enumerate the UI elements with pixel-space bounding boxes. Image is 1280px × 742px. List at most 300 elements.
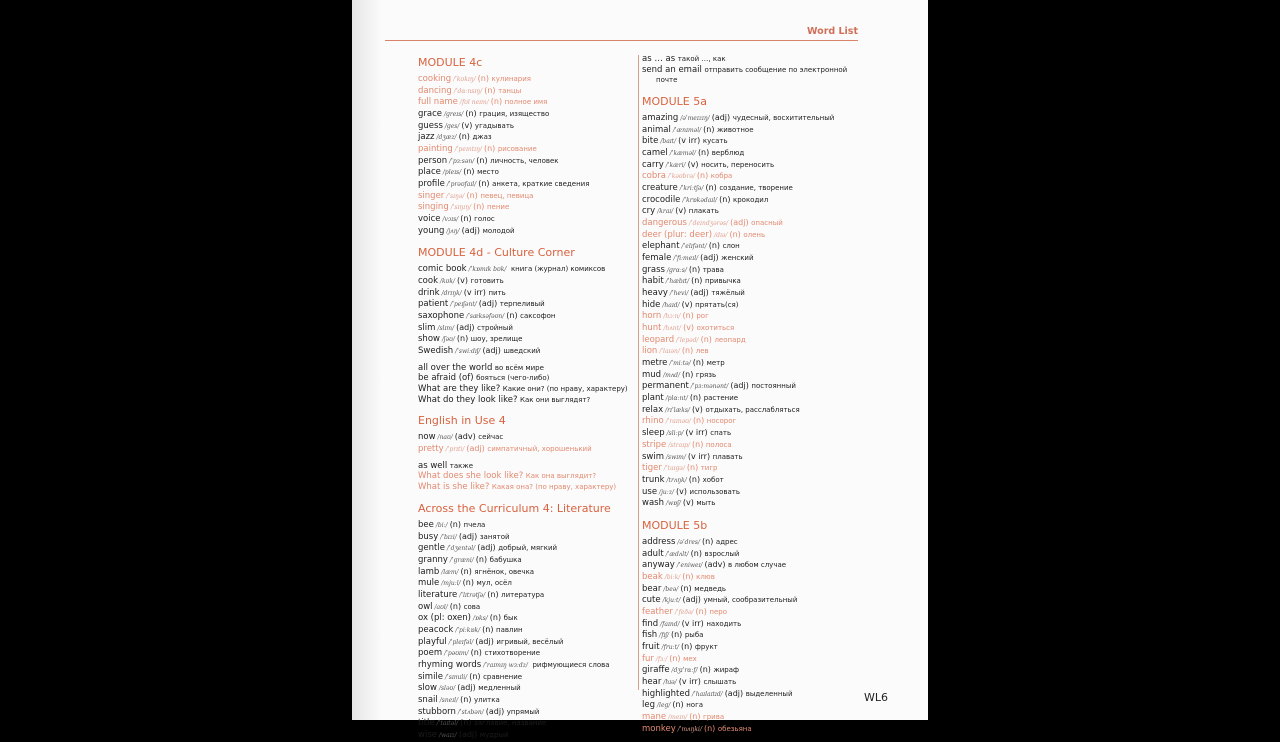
- entry-part-of-speech: (n): [476, 155, 488, 165]
- entry-word: cobra: [642, 171, 666, 182]
- entry-translation: рыба: [684, 631, 704, 640]
- word-entry: [418, 648, 643, 660]
- entry-part-of-speech: (n): [477, 74, 489, 83]
- entry-word: show: [418, 334, 440, 345]
- entry-translation: плакать: [688, 207, 719, 216]
- entry-word: rhino: [642, 416, 664, 427]
- entry-word: mule: [418, 578, 440, 589]
- entry-word: What do they look like?: [418, 394, 518, 405]
- entry-phonetic: /straɪp/: [668, 441, 690, 449]
- entry-translation: такой …, как: [677, 55, 726, 63]
- entry-translation: перо: [709, 607, 728, 616]
- entry-part-of-speech: (adj): [700, 253, 719, 263]
- entry-word: title: [418, 718, 435, 729]
- entry-phonetic: /ˈænɪməl/: [672, 126, 702, 134]
- entry-phonetic: /ˈkəʊbrə/: [667, 173, 695, 181]
- entry-translation: Как они выглядят?: [520, 395, 591, 404]
- entry-part-of-speech: (adj): [458, 531, 478, 541]
- word-entry: [418, 363, 643, 374]
- entry-word: person: [418, 155, 448, 166]
- entry-translation: пить: [488, 288, 506, 297]
- word-entry: [642, 642, 867, 654]
- entry-part-of-speech: (n): [460, 214, 472, 224]
- entry-phonetic: /ˈdʒentəl/: [446, 545, 476, 553]
- entry-phonetic: /ˈtaɪɡə/: [663, 465, 685, 473]
- entry-word: fur: [642, 653, 654, 664]
- entry-translation: джаз: [472, 133, 492, 142]
- entry-phonetic: /ˈtaɪtəl/: [436, 720, 459, 728]
- word-entry: [418, 707, 643, 719]
- entry-part-of-speech: (adj): [457, 683, 476, 693]
- entry-translation: постоянный: [751, 382, 796, 391]
- word-entry: [418, 444, 643, 456]
- entry-translation: олень: [743, 230, 766, 239]
- entry-part-of-speech: (n): [681, 641, 693, 651]
- entry-word: slow: [418, 683, 437, 694]
- entry-part-of-speech: (adj): [466, 444, 485, 454]
- entry-word: relax: [642, 404, 664, 415]
- entry-part-of-speech: (v irr): [678, 136, 701, 146]
- word-entry: [642, 300, 867, 312]
- word-entry: [642, 393, 867, 405]
- word-entry: [642, 136, 867, 148]
- entry-word: cook: [418, 276, 438, 287]
- entry-translation: слышать: [703, 677, 737, 686]
- entry-part-of-speech: (v): [682, 498, 694, 508]
- entry-part-of-speech: (n): [696, 171, 709, 181]
- entry-part-of-speech: (n): [475, 554, 488, 564]
- entry-part-of-speech: (n): [672, 700, 684, 710]
- word-entry: [642, 572, 867, 584]
- entry-part-of-speech: (adj): [461, 225, 481, 235]
- entry-translation: обезьяна: [717, 724, 752, 733]
- entry-part-of-speech: (n): [463, 167, 475, 177]
- entry-word: hide: [642, 299, 661, 310]
- word-entry: [418, 695, 643, 707]
- entry-part-of-speech: (n): [670, 630, 683, 640]
- entry-translation: бабушка: [489, 555, 522, 564]
- entry-translation: рог: [696, 312, 709, 321]
- word-entry: [642, 335, 867, 347]
- word-entry: [418, 74, 643, 86]
- word-entry: [642, 230, 867, 242]
- entry-part-of-speech: (adj): [711, 113, 731, 123]
- word-entry: [418, 555, 643, 567]
- entry-part-of-speech: (adj): [478, 299, 498, 309]
- entry-word: swim: [642, 451, 665, 462]
- entry-word: adult: [642, 548, 664, 559]
- entry-phonetic: /ˈsæksəfəʊn/: [466, 313, 505, 321]
- entry-part-of-speech: (adv): [704, 560, 726, 570]
- entry-word: trunk: [642, 474, 665, 485]
- entry-word: pretty: [418, 444, 444, 455]
- entry-phonetic: /aʊl/: [434, 603, 448, 611]
- entry-translation: бык: [503, 614, 518, 623]
- entry-part-of-speech: (n): [692, 416, 705, 426]
- entry-translation: симпатичный, хорошенький: [487, 445, 592, 454]
- entry-part-of-speech: (n): [449, 601, 462, 611]
- word-entry: [418, 482, 643, 493]
- entry-phonetic: /ˈbɪzi/: [440, 533, 457, 541]
- entry-phonetic: /ˈædʌlt/: [665, 550, 689, 558]
- word-entry: [418, 613, 643, 625]
- entry-word: metre: [642, 358, 668, 369]
- entry-translation: медленный: [478, 684, 521, 693]
- entry-word: drink: [418, 287, 440, 298]
- entry-translation: павлин: [496, 625, 523, 634]
- entry-part-of-speech: (adj): [475, 636, 494, 646]
- entry-translation: рифмующиеся слова: [532, 660, 610, 669]
- entry-part-of-speech: (n): [470, 648, 482, 658]
- entry-part-of-speech: (adj): [730, 218, 749, 228]
- entry-part-of-speech: (n): [691, 276, 703, 286]
- entry-translation: почте: [656, 76, 678, 85]
- entry-part-of-speech: (n): [483, 144, 496, 154]
- entry-translation: трава: [702, 265, 724, 274]
- entry-phonetic: /faɪnd/: [660, 620, 680, 628]
- document-page: [352, 0, 928, 740]
- word-entry: [642, 700, 867, 712]
- entry-translation: грива: [703, 712, 725, 721]
- entry-translation: лев: [695, 347, 709, 356]
- entry-word: wash: [642, 498, 664, 509]
- entry-phonetic: /mʌd/: [663, 371, 681, 379]
- entry-translation: мул, осёл: [476, 579, 512, 588]
- word-entry: [418, 311, 643, 323]
- page-number: WL6: [864, 691, 889, 704]
- word-entry: [418, 334, 643, 346]
- entry-translation: носить, переносить: [701, 160, 775, 169]
- word-entry: [418, 718, 643, 730]
- entry-translation: улитка: [473, 695, 500, 704]
- entry-part-of-speech: (n): [699, 665, 711, 675]
- entry-phonetic: /ˈelɪfənt/: [681, 243, 707, 251]
- entry-word: habit: [642, 276, 664, 287]
- entry-word: giraffe: [642, 665, 670, 676]
- entry-translation: слон: [722, 242, 740, 251]
- entry-translation: тяжёлый: [711, 289, 745, 298]
- word-entry: [642, 595, 867, 607]
- entry-phonetic: /ˈdɑːnsɪŋ/: [453, 87, 483, 95]
- entry-phonetic: /meɪn/: [668, 713, 688, 721]
- entry-translation: кобра: [710, 172, 733, 181]
- entry-part-of-speech: (n): [456, 334, 469, 344]
- entry-part-of-speech: (n): [490, 97, 503, 107]
- entry-word: send an email: [642, 64, 702, 75]
- entry-part-of-speech: (n): [729, 229, 741, 239]
- entry-part-of-speech: (v irr): [685, 428, 708, 438]
- entry-part-of-speech: (n): [697, 148, 710, 158]
- entry-translation: в любом случае: [728, 561, 787, 570]
- entry-word: leg: [642, 700, 655, 711]
- word-entry: [418, 288, 643, 300]
- word-entry: [418, 179, 643, 191]
- word-entry: [642, 311, 867, 323]
- entry-translation: Какие они? (по нраву, характеру): [502, 385, 628, 394]
- entry-part-of-speech: (n): [690, 548, 702, 558]
- word-entry: [642, 475, 867, 487]
- entry-phonetic: /ˈpɜːsən/: [449, 157, 475, 165]
- word-entry: [418, 121, 643, 133]
- entry-word: monkey: [642, 723, 676, 734]
- word-entry: [642, 724, 867, 736]
- entry-translation: сейчас: [478, 433, 504, 442]
- entry-part-of-speech: (n): [482, 624, 494, 634]
- word-entry: [642, 440, 867, 452]
- entry-phonetic: /vɔɪs/: [442, 216, 459, 224]
- entry-phonetic: /haɪd/: [662, 301, 680, 309]
- entry-translation: жираф: [713, 666, 740, 675]
- entry-translation: полоса: [705, 440, 732, 449]
- section-heading: MODULE 5a: [642, 95, 707, 109]
- entry-word: playful: [418, 636, 447, 647]
- entry-translation: Какая она? (по нраву, характеру): [491, 483, 617, 492]
- word-entry: [642, 416, 867, 428]
- word-entry: [418, 683, 643, 695]
- entry-translation: нога: [686, 701, 704, 710]
- entry-translation: пчела: [463, 520, 486, 529]
- entry-translation: тигр: [700, 464, 718, 473]
- entry-translation: плавать: [712, 452, 743, 461]
- entry-phonetic: /ˈkɒmɪk bʊk/: [468, 266, 507, 274]
- entry-word: cute: [642, 595, 661, 606]
- entry-phonetic: /ˈkriːtʃə/: [679, 185, 704, 193]
- entry-translation: певец, певица: [480, 191, 534, 200]
- entry-translation: заглавие, название: [474, 719, 547, 728]
- entry-word: fish: [642, 630, 658, 641]
- entry-word: jazz: [418, 132, 435, 143]
- entry-part-of-speech: (n): [682, 571, 694, 581]
- entry-word: simile: [418, 671, 444, 682]
- entry-translation: животное: [717, 125, 754, 134]
- entry-translation: опасный: [751, 219, 783, 228]
- word-entry: [418, 471, 643, 482]
- entry-translation: ягнёнок, овечка: [474, 567, 535, 576]
- entry-phonetic: /pleɪs/: [442, 169, 462, 177]
- entry-translation: угадывать: [474, 121, 515, 130]
- entry-phonetic: /mjuːl/: [441, 580, 461, 588]
- entry-translation: растение: [703, 394, 739, 403]
- entry-phonetic: /læm/: [441, 568, 459, 576]
- entry-word: rhyming words: [418, 659, 482, 670]
- entry-word: bite: [642, 136, 659, 147]
- word-entry: [418, 567, 643, 579]
- entry-part-of-speech: (v irr): [681, 618, 704, 628]
- entry-translation: анкета, краткие сведения: [492, 180, 590, 189]
- word-entry: [418, 520, 643, 532]
- word-entry: [642, 370, 867, 382]
- entry-part-of-speech: (n): [688, 264, 701, 274]
- entry-translation: саксофон: [520, 312, 556, 321]
- entry-phonetic: /kraɪ/: [657, 208, 674, 216]
- word-entry: [642, 323, 867, 335]
- entry-phonetic: /ˈkʊkɪŋ/: [453, 76, 476, 83]
- entry-part-of-speech: (n): [705, 183, 717, 193]
- entry-part-of-speech: (n): [695, 606, 707, 616]
- entry-word: hunt: [642, 323, 662, 334]
- entry-translation: привычка: [704, 277, 741, 286]
- entry-translation: адрес: [715, 537, 738, 546]
- entry-part-of-speech: (n): [703, 723, 716, 733]
- entry-word: feather: [642, 606, 673, 617]
- entry-word: cry: [642, 206, 656, 217]
- word-entry: [418, 299, 643, 311]
- entry-translation: кусать: [702, 137, 728, 146]
- entry-translation: кулинария: [491, 75, 531, 83]
- entry-word: mane: [642, 711, 667, 722]
- entry-phonetic: /ˈkrɒkədaɪl/: [682, 196, 718, 204]
- entry-part-of-speech: (n): [681, 346, 694, 356]
- word-entry: [642, 346, 867, 358]
- entry-word: animal: [642, 124, 671, 135]
- entry-phonetic: /ˈprɪti/: [445, 446, 465, 454]
- entry-part-of-speech: (n): [669, 653, 681, 663]
- entry-word: highlighted: [642, 688, 690, 699]
- entry-word: camel: [642, 148, 668, 159]
- word-entry: [642, 125, 867, 137]
- entry-word: use: [642, 486, 658, 497]
- word-entry: [418, 276, 643, 288]
- entry-phonetic: /sliːp/: [666, 430, 684, 438]
- entry-phonetic: /ˈeniweɪ/: [676, 562, 703, 570]
- word-entry: [642, 218, 867, 230]
- entry-part-of-speech: (n): [702, 536, 714, 546]
- entry-part-of-speech: (n): [700, 334, 712, 344]
- entry-phonetic: /ʃəʊ/: [441, 336, 455, 344]
- entry-word: plant: [642, 393, 664, 404]
- entry-part-of-speech: (adj): [682, 595, 701, 605]
- entry-part-of-speech: (n): [460, 718, 472, 728]
- entry-word: carry: [642, 159, 664, 170]
- word-entry: [418, 637, 643, 649]
- entry-translation: находить: [706, 619, 742, 628]
- word-entry: [418, 214, 643, 226]
- entry-word: hear: [642, 676, 662, 687]
- entry-word: ox (pl: oxen): [418, 613, 471, 624]
- entry-phonetic: /fɪʃ/: [659, 632, 669, 640]
- entry-part-of-speech: (n): [473, 202, 485, 212]
- entry-translation: терпеливый: [499, 300, 545, 309]
- entry-translation: женский: [721, 254, 754, 263]
- entry-part-of-speech: (adj): [690, 288, 709, 298]
- entry-part-of-speech: (adj): [458, 729, 478, 739]
- word-entry: [642, 584, 867, 596]
- entry-translation: сова: [463, 602, 481, 611]
- word-entry: [418, 132, 643, 144]
- entry-translation: Как она выглядит?: [525, 472, 597, 481]
- entry-word: elephant: [642, 241, 680, 252]
- word-entry: [418, 191, 643, 203]
- word-entry: [418, 532, 643, 544]
- entry-phonetic: /ˈmiːtə/: [669, 360, 691, 368]
- entry-phonetic: /hɔːn/: [663, 313, 681, 321]
- entry-part-of-speech: (n): [686, 463, 699, 473]
- entry-part-of-speech: (adv): [454, 432, 476, 442]
- word-entry: [642, 549, 867, 561]
- entry-translation: голос: [474, 215, 495, 224]
- entry-word: slim: [418, 322, 436, 333]
- entry-part-of-speech: (n): [484, 85, 496, 95]
- entry-part-of-speech: (adj): [477, 543, 496, 553]
- entry-part-of-speech: (v): [683, 323, 695, 333]
- entry-phonetic: /slɪm/: [437, 324, 455, 332]
- entry-phonetic: /əˈmeɪzɪŋ/: [680, 115, 710, 123]
- word-entry: [642, 463, 867, 475]
- entry-word: place: [418, 167, 441, 178]
- entry-phonetic: /ˈhæbɪt/: [665, 278, 690, 286]
- entry-word: address: [642, 536, 676, 547]
- entry-translation: клюв: [696, 572, 715, 581]
- entry-translation: отдыхать, расслабляться: [705, 405, 800, 414]
- word-entry: [642, 358, 867, 370]
- entry-phonetic: /dɪə/: [714, 231, 728, 239]
- entry-translation: добрый, мягкий: [498, 544, 558, 553]
- entry-word: permanent: [642, 381, 689, 392]
- entry-translation: выделенный: [745, 689, 793, 698]
- entry-translation: метр: [706, 359, 725, 368]
- entry-translation: фрукт: [694, 642, 718, 651]
- entry-word: peacock: [418, 624, 454, 635]
- entry-word: literature: [418, 589, 458, 600]
- entry-phonetic: /ˈpɜːmənənt/: [690, 383, 729, 391]
- entry-word: beak: [642, 571, 663, 582]
- entry-part-of-speech: (v): [681, 299, 693, 309]
- entry-translation: взрослый: [704, 549, 740, 558]
- word-entry: [642, 452, 867, 464]
- word-entry: [642, 677, 867, 689]
- word-entry: [418, 109, 643, 121]
- word-entry: [642, 265, 867, 277]
- entry-translation: умный, сообразительный: [703, 596, 798, 605]
- word-entry: [418, 373, 643, 384]
- word-entry: [642, 654, 867, 666]
- entry-translation: мудрый: [479, 730, 509, 739]
- entry-word: mud: [642, 369, 662, 380]
- entry-translation: во всём мире: [494, 363, 544, 372]
- entry-word: find: [642, 618, 659, 629]
- entry-phonetic: /ˈpəʊɪm/: [444, 650, 469, 658]
- entry-word: horn: [642, 311, 662, 322]
- entry-word: young: [418, 225, 445, 236]
- entry-part-of-speech: (adj): [730, 381, 749, 391]
- word-entry: [642, 428, 867, 440]
- word-entry: [642, 171, 867, 183]
- word-entry: [642, 405, 867, 417]
- section-heading: English in Use 4: [418, 414, 506, 428]
- entry-translation: пение: [486, 203, 510, 212]
- entry-translation: мыть: [696, 499, 716, 508]
- entry-translation: медведь: [694, 584, 727, 593]
- word-entry: [418, 264, 643, 276]
- entry-part-of-speech: (n): [692, 358, 705, 368]
- entry-phonetic: /fruːt/: [661, 643, 680, 651]
- entry-word: owl: [418, 601, 433, 612]
- entry-phonetic: /əˈdres/: [677, 538, 701, 546]
- word-entry: [418, 602, 643, 614]
- entry-part-of-speech: (n): [719, 194, 731, 204]
- entry-part-of-speech: (v irr): [463, 287, 486, 297]
- word-entry: [418, 202, 643, 214]
- word-entry: [642, 381, 867, 393]
- entry-phonetic: /ˈsɪŋə/: [446, 192, 465, 200]
- running-header: Word List: [807, 26, 858, 37]
- entry-phonetic: /ˈfeðə/: [674, 608, 694, 616]
- entry-word: busy: [418, 531, 439, 542]
- entry-word: full name: [418, 97, 458, 108]
- entry-part-of-speech: (v): [457, 276, 469, 286]
- word-entry: [418, 461, 643, 472]
- entry-phonetic: /ˈhaɪlaɪtɪd/: [692, 690, 723, 698]
